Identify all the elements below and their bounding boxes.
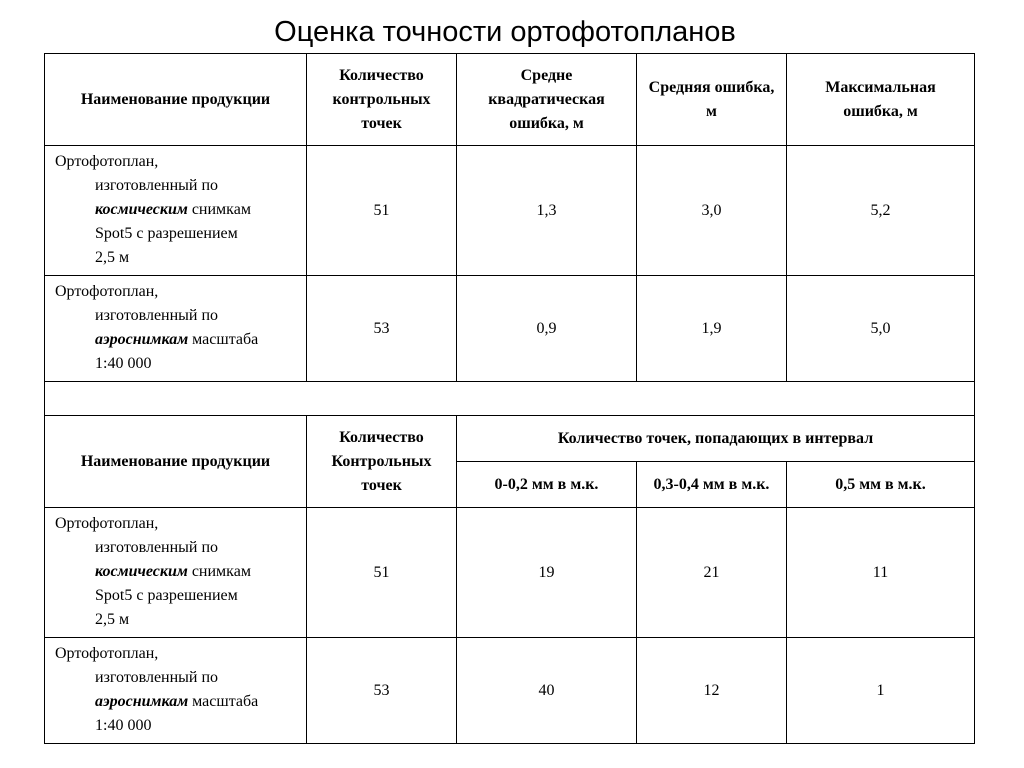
product-cell: Ортофотоплан, изготовленный по аэроснимкам масштаба 1:40 000 [45, 638, 307, 744]
value-cell: 3,0 [637, 146, 787, 276]
subheader-interval-2: 0,3-0,4 мм в м.к. [637, 462, 787, 508]
header-product: Наименование продукции [45, 54, 307, 146]
value-cell: 5,2 [787, 146, 975, 276]
header-interval: Количество точек, попадающих в интервал [457, 416, 975, 462]
value-cell: 51 [307, 146, 457, 276]
header-control-points: Количество Контрольных точек [307, 416, 457, 508]
value-cell: 1,9 [637, 276, 787, 382]
header-product: Наименование продукции [45, 416, 307, 508]
value-cell: 53 [307, 276, 457, 382]
header-mean-error: Средняя ошибка, м [637, 54, 787, 146]
separator-row [45, 382, 975, 416]
header-control-points: Количество контрольных точек [307, 54, 457, 146]
table-row [45, 146, 975, 276]
table-row [45, 508, 975, 638]
header-rmse: Средне квадратическая ошибка, м [457, 54, 637, 146]
table-row [45, 276, 975, 382]
value-cell: 51 [307, 508, 457, 638]
header-max-error: Максимальная ошибка, м [787, 54, 975, 146]
value-cell: 40 [457, 638, 637, 744]
product-cell: Ортофотоплан, изготовленный по аэроснимкам масштаба 1:40 000 [45, 276, 307, 382]
value-cell: 1 [787, 638, 975, 744]
accuracy-table [44, 53, 975, 744]
product-cell: Ортофотоплан, изготовленный по космическим снимкам Spot5 с разрешением 2,5 м [45, 508, 307, 638]
value-cell: 12 [637, 638, 787, 744]
subheader-interval-1: 0-0,2 мм в м.к. [457, 462, 637, 508]
value-cell: 21 [637, 508, 787, 638]
value-cell: 19 [457, 508, 637, 638]
page-title: Оценка точности ортофотопланов [274, 16, 736, 48]
value-cell: 11 [787, 508, 975, 638]
value-cell: 1,3 [457, 146, 637, 276]
subheader-interval-3: 0,5 мм в м.к. [787, 462, 975, 508]
value-cell: 5,0 [787, 276, 975, 382]
table2-header-row [45, 416, 975, 462]
value-cell: 53 [307, 638, 457, 744]
product-cell: Ортофотоплан, изготовленный по космическим снимкам Spot5 с разрешением 2,5 м [45, 146, 307, 276]
table-row [45, 638, 975, 744]
value-cell: 0,9 [457, 276, 637, 382]
table1-header-row [45, 54, 975, 146]
